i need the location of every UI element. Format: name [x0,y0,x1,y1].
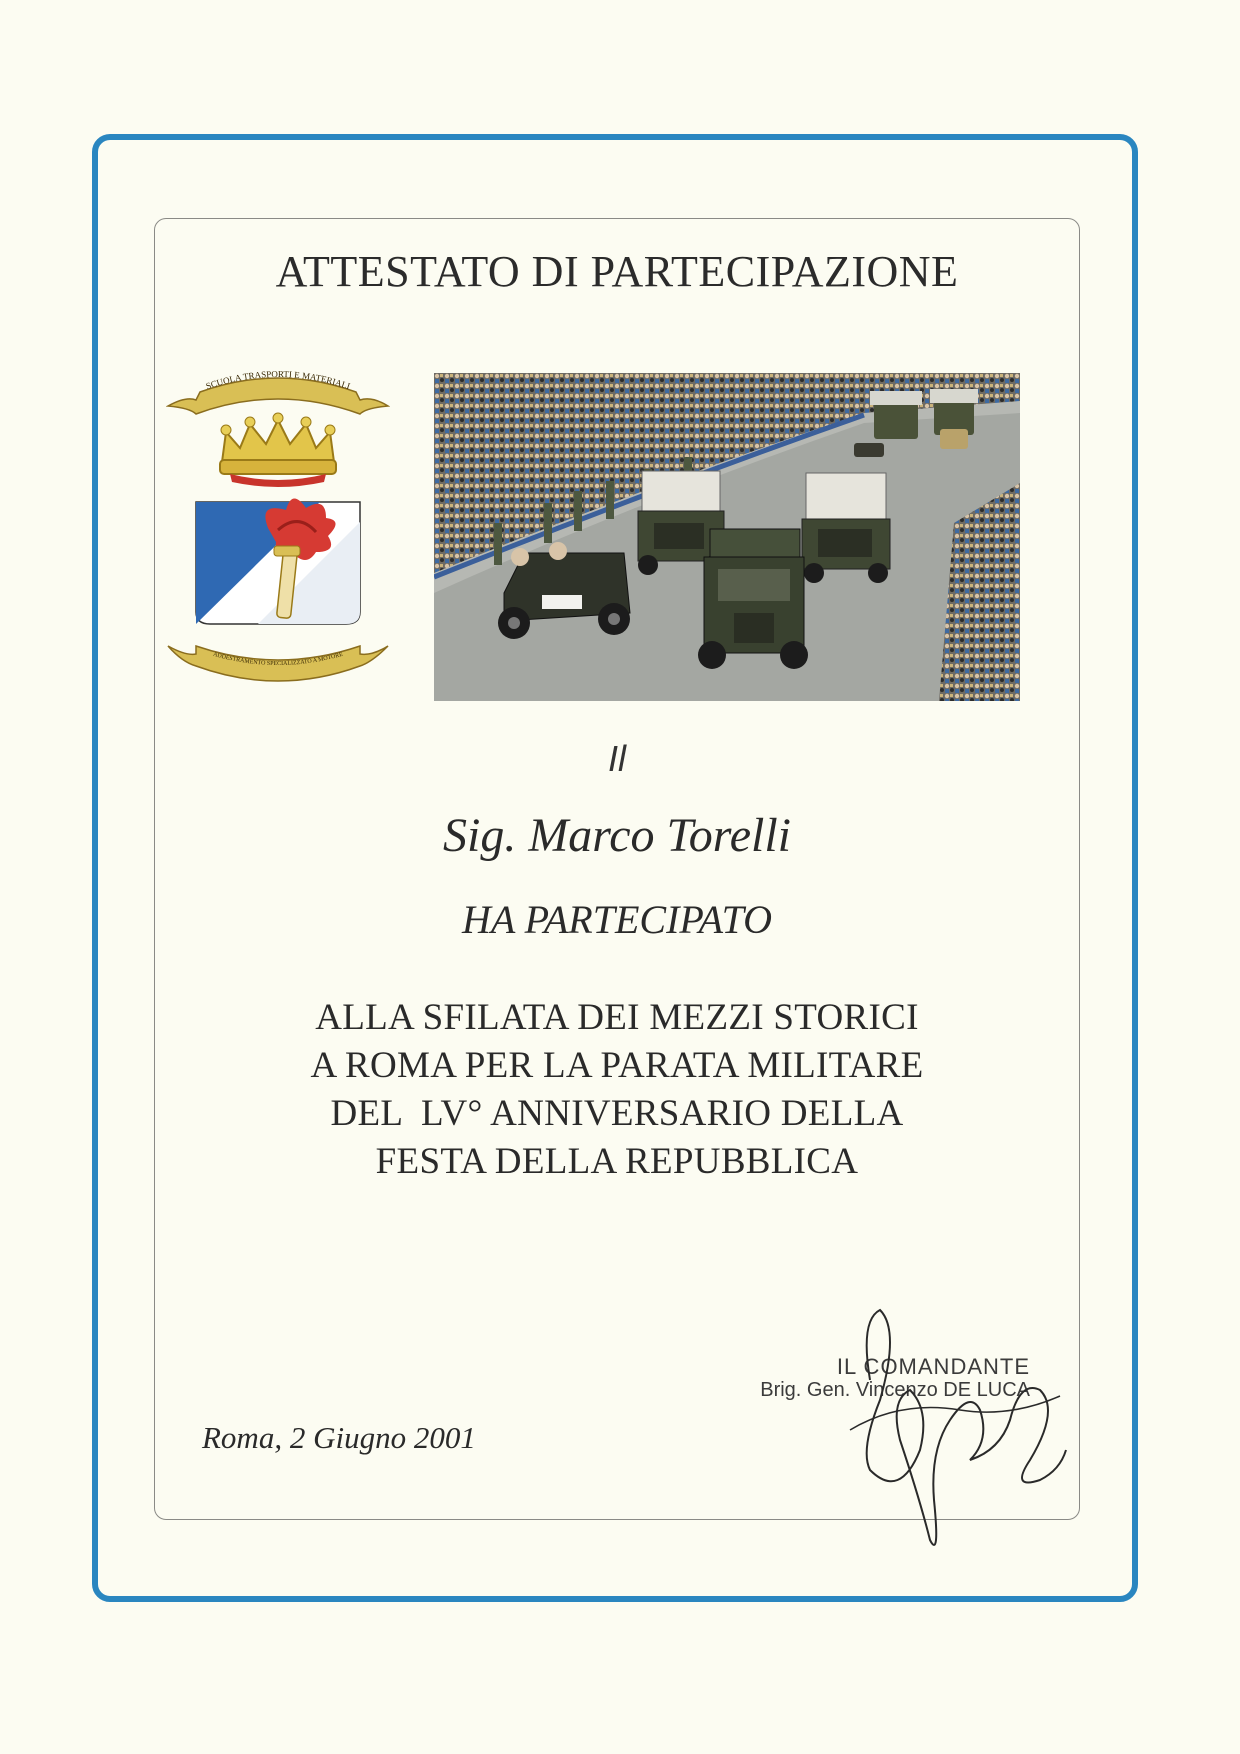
historic-vehicles-parade-photo [434,373,1020,701]
body-line-1: ALLA SFILATA DEI MEZZI STORICI [315,997,919,1038]
handwritten-signature-icon [840,1300,1070,1550]
body-line-2: A ROMA PER LA PARATA MILITARE [310,1045,924,1086]
participated-text: HA PARTECIPATO [461,897,773,942]
signer-role: IL COMANDANTE [836,1354,1030,1379]
signer-name: Brig. Gen. Vincenzo DE LUCA [760,1379,1030,1402]
body-line-3: DEL LV° ANNIVERSARIO DELLA [330,1093,904,1134]
crown-icon [220,413,336,487]
emblem-top-scroll-text: SCUOLA TRASPORTI E MATERIALI [204,368,352,392]
recipient-name: Sig. Marco Torelli [442,809,792,862]
emblem-bottom-scroll-text: ADDESTRAMENTO SPECIALIZZATO A MOTORE [212,651,344,668]
certificate-title: ATTESTATO DI PARTECIPAZIONE [275,247,959,296]
salutation: Il [608,738,626,779]
shield-icon [196,498,360,624]
school-coat-of-arms-icon [166,362,390,702]
body-line-4: FESTA DELLA REPUBBLICA [375,1141,859,1182]
place-and-date: Roma, 2 Giugno 2001 [202,1420,476,1455]
